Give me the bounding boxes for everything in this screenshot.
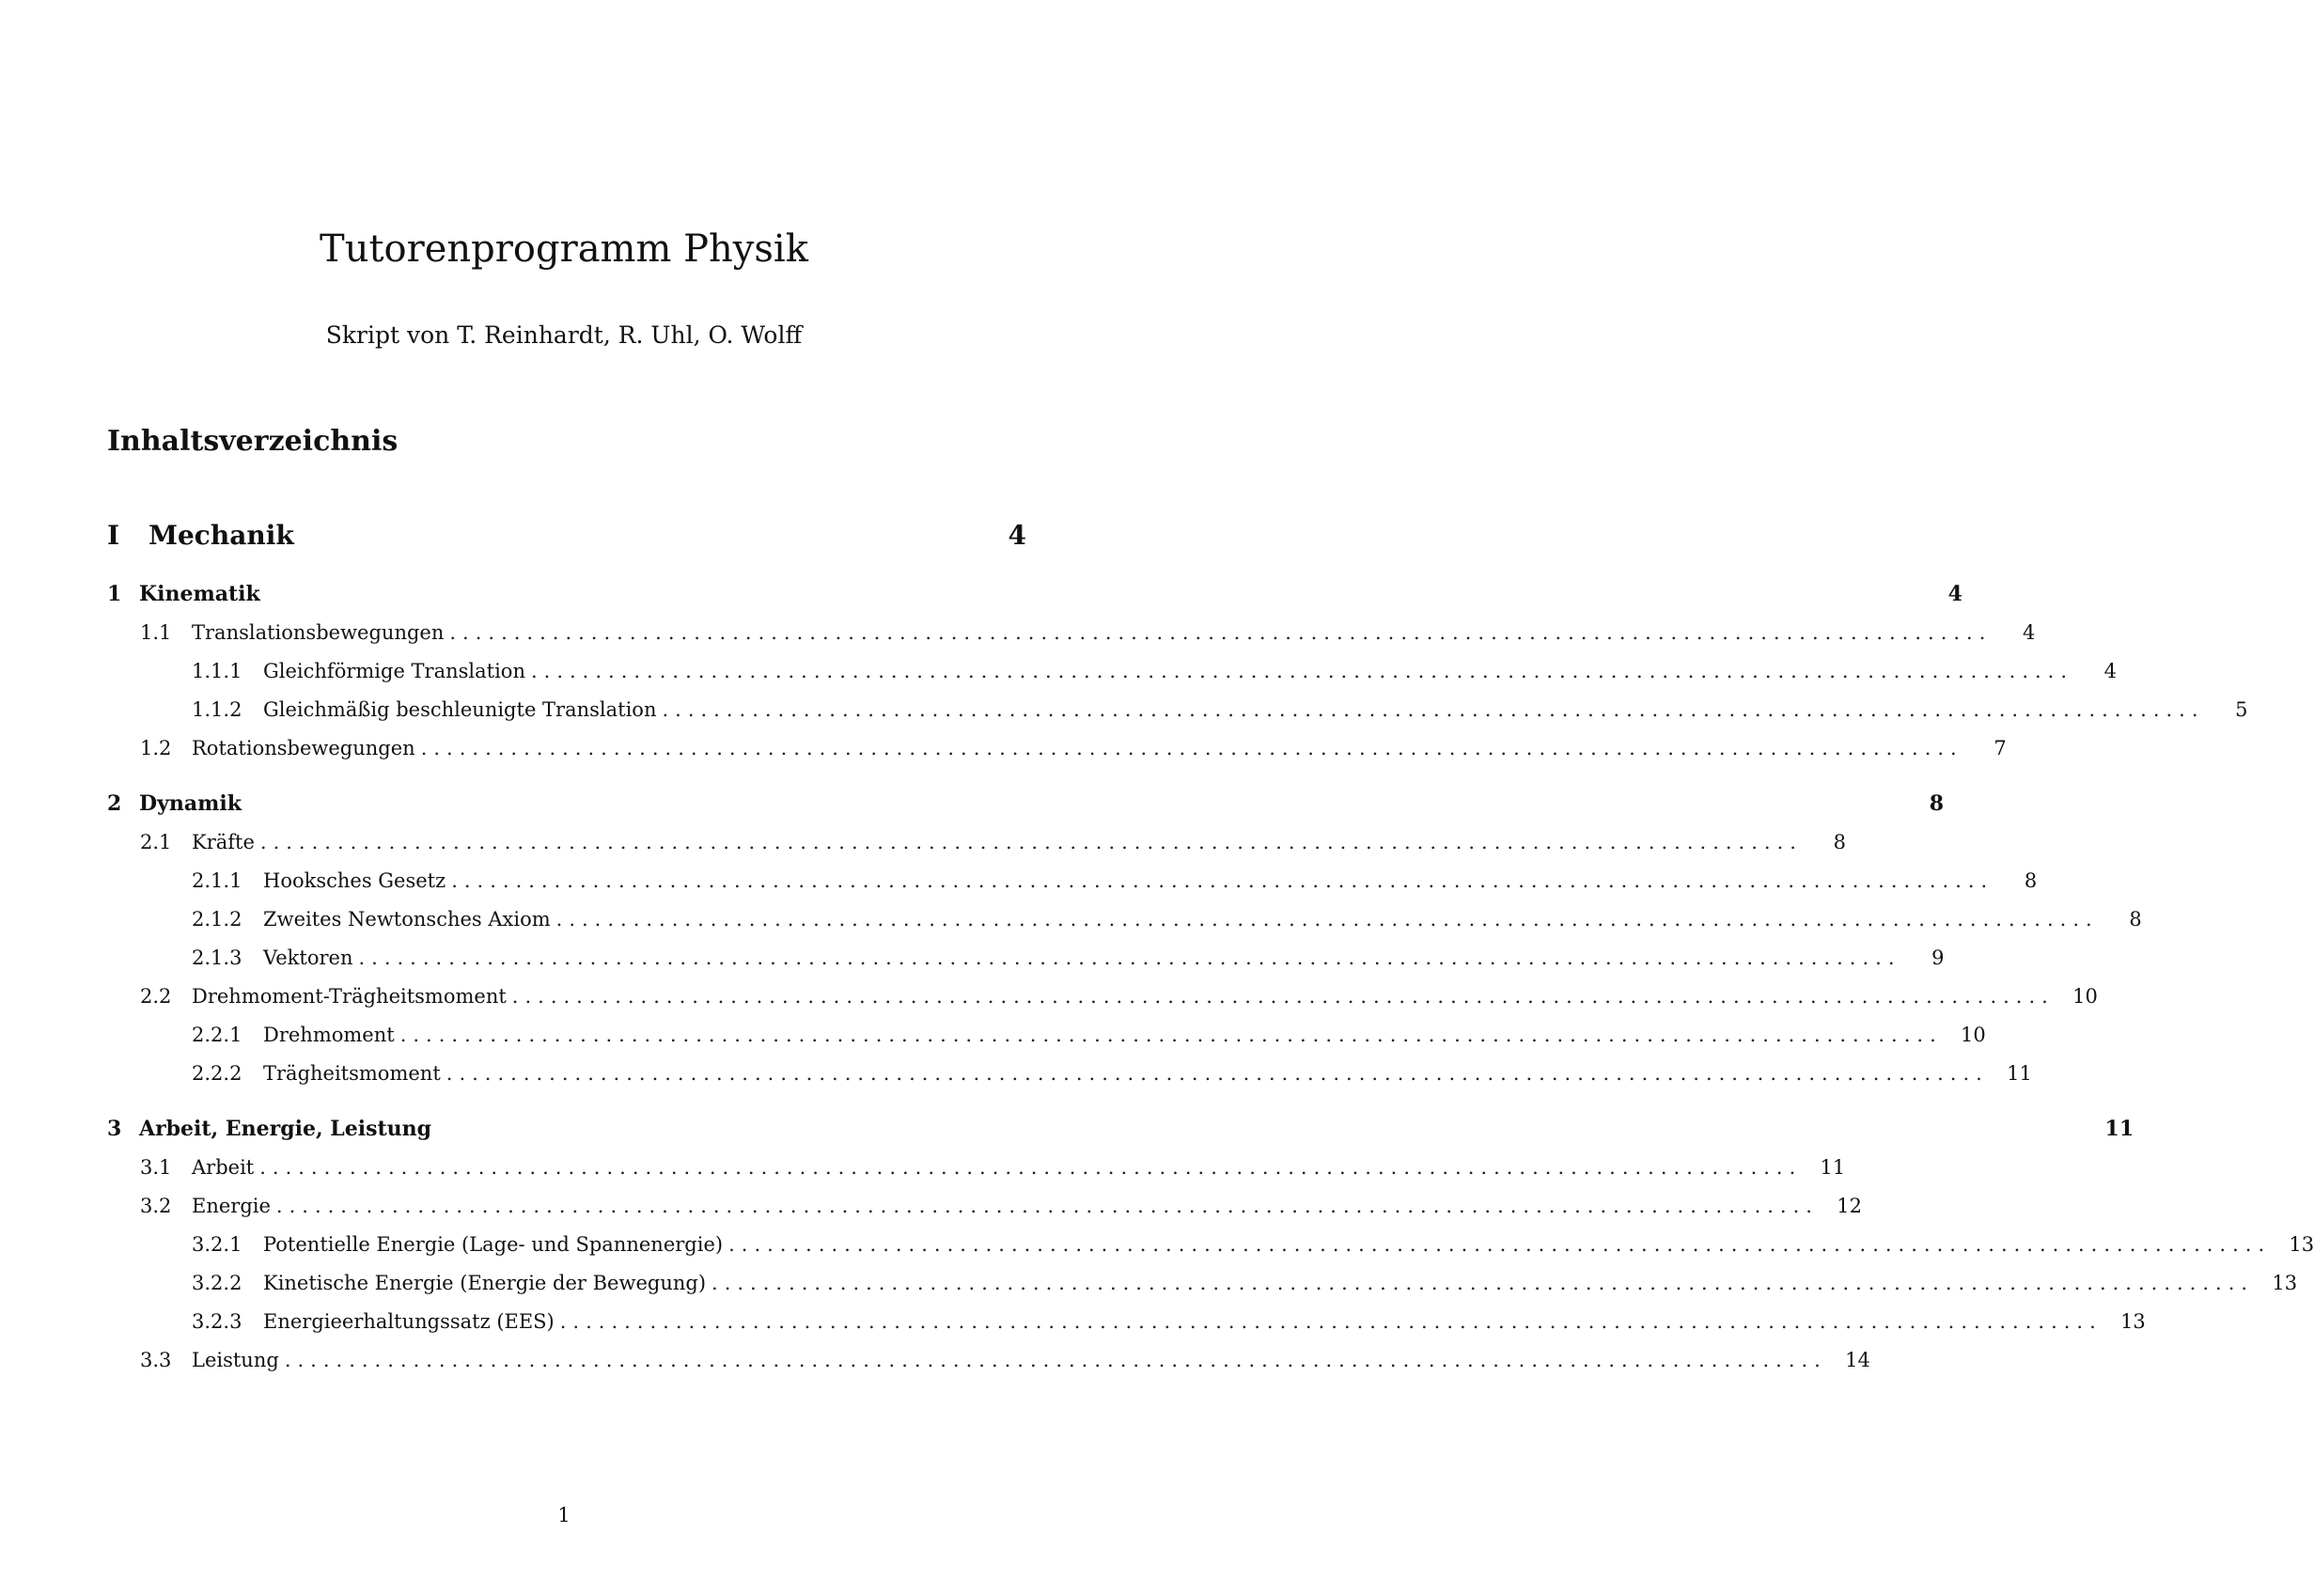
toc-entry-page: 10 (1961, 1024, 1986, 1046)
toc-entry-title: Leistung (192, 1349, 279, 1371)
toc-entry-title: Kräfte (192, 831, 255, 853)
toc-section-entry[interactable] (107, 614, 2036, 652)
toc-entry-page: 13 (2120, 1310, 2146, 1333)
toc-entry-number: 3.2.1 (192, 1233, 242, 1256)
toc-entry-number: 3.2.3 (192, 1310, 242, 1333)
dot-leader: ........................................................................................................................ (559, 1310, 2103, 1333)
dot-leader: ........................................................................................................................ (399, 1024, 1943, 1046)
part-title: Mechanik (149, 520, 294, 551)
table-of-contents (107, 575, 2314, 1380)
dot-leader: ........................................................................................................................ (451, 869, 1994, 892)
toc-entry-page: 8 (1833, 831, 1846, 853)
toc-section-entry[interactable] (107, 823, 1846, 862)
dot-leader: ........................................................................................................................ (662, 698, 2205, 721)
toc-entry-number: 1.1.2 (192, 698, 242, 721)
dot-leader: ........................................................................................................................ (284, 1349, 1827, 1371)
toc-entry-number: 3.3 (140, 1349, 172, 1371)
toc-entry-title: Kinetische Energie (Energie der Bewegung) (263, 1272, 707, 1294)
toc-entry-title: Translationsbewegungen (192, 621, 445, 644)
toc-entry-page: 4 (1947, 582, 1962, 606)
toc-part-entry[interactable] (107, 520, 1026, 551)
dot-leader: ........................................................................................................................ (449, 621, 1993, 644)
page-number: 1 (557, 1504, 571, 1526)
toc-entry-number: 2.2.1 (192, 1024, 242, 1046)
toc-entry-title: Energieerhaltungssatz (EES) (263, 1310, 555, 1333)
toc-entry-number: 2.1.2 (192, 908, 242, 931)
toc-entry-page: 7 (1993, 737, 2007, 759)
part-number: I (107, 520, 120, 551)
toc-entry-page: 4 (2023, 621, 2036, 644)
toc-entry-title: Arbeit, Energie, Leistung (139, 1117, 432, 1141)
toc-subsection-entry[interactable] (107, 939, 1945, 978)
toc-entry-title: Arbeit (192, 1156, 255, 1179)
dot-leader: ........................................................................................................................ (555, 908, 2099, 931)
toc-entry-page: 4 (2103, 660, 2118, 682)
toc-chapter-entry[interactable] (107, 1110, 2134, 1149)
toc-entry-page: 5 (2235, 698, 2248, 721)
dot-leader: ........................................................................................................................ (446, 1062, 1989, 1085)
toc-entry-number: 2.2.2 (192, 1062, 242, 1085)
toc-heading: Inhaltsverzeichnis (107, 425, 399, 458)
toc-entry-page: 12 (1837, 1195, 1862, 1217)
document-title: Tutorenprogramm Physik (320, 227, 808, 271)
toc-entry-page: 8 (2129, 908, 2142, 931)
toc-entry-number: 1 (107, 582, 122, 606)
toc-entry-page: 11 (2007, 1062, 2032, 1085)
toc-subsection-entry[interactable] (107, 691, 2248, 729)
toc-entry-number: 3.1 (140, 1156, 172, 1179)
document-authors: Skript von T. Reinhardt, R. Uhl, O. Wolff (325, 321, 803, 349)
toc-section-entry[interactable] (107, 729, 2007, 768)
toc-entry-page: 10 (2072, 985, 2098, 1008)
toc-entry-number: 3.2 (140, 1195, 172, 1217)
toc-entry-page: 13 (2289, 1233, 2314, 1256)
toc-entry-page: 14 (1845, 1349, 1870, 1371)
toc-entry-page: 9 (1931, 947, 1945, 969)
toc-entry-title: Trägheitsmoment (263, 1062, 441, 1085)
toc-entry-number: 2.1 (140, 831, 172, 853)
toc-entry-number: 1.1 (140, 621, 172, 644)
toc-entry-title: Drehmoment (263, 1024, 395, 1046)
toc-subsection-entry[interactable] (107, 1055, 2032, 1093)
toc-entry-title: Potentielle Energie (Lage- und Spannenergie) (263, 1233, 724, 1256)
toc-entry-number: 3.2.2 (192, 1272, 242, 1294)
toc-entry-title: Drehmoment-Trägheitsmoment (192, 985, 507, 1008)
toc-entry-page: 13 (2272, 1272, 2298, 1294)
toc-chapter-entry[interactable] (107, 575, 1962, 614)
dot-leader: ........................................................................................................................ (358, 947, 1901, 969)
toc-entry-number: 1.2 (140, 737, 172, 759)
dot-leader: ........................................................................................................................ (259, 1156, 1803, 1179)
toc-entry-title: Hooksches Gesetz (263, 869, 446, 892)
toc-entry-page: 11 (2104, 1117, 2134, 1141)
dot-leader: ........................................................................................................................ (511, 985, 2055, 1008)
toc-entry-number: 2.1.3 (192, 947, 242, 969)
toc-section-entry[interactable] (107, 1187, 1862, 1226)
toc-subsection-entry[interactable] (107, 1016, 1986, 1055)
toc-entry-number: 3 (107, 1117, 122, 1141)
toc-section-entry[interactable] (107, 978, 2098, 1016)
dot-leader: ........................................................................................................................ (420, 737, 1963, 759)
toc-entry-number: 2 (107, 791, 122, 816)
toc-subsection-entry[interactable] (107, 652, 2118, 691)
dot-leader: ........................................................................................................................ (530, 660, 2074, 682)
toc-section-entry[interactable] (107, 1341, 1870, 1380)
toc-subsection-entry[interactable] (107, 862, 2038, 900)
toc-subsection-entry[interactable] (107, 1303, 2146, 1341)
toc-chapter-entry[interactable] (107, 785, 1945, 823)
toc-entry-title: Dynamik (139, 791, 242, 816)
toc-entry-title: Energie (192, 1195, 271, 1217)
toc-entry-number: 2.1.1 (192, 869, 242, 892)
toc-entry-title: Vektoren (263, 947, 353, 969)
toc-entry-page: 8 (1929, 791, 1945, 816)
part-page-number: 4 (1008, 520, 1026, 551)
toc-entry-title: Gleichmäßig beschleunigte Translation (263, 698, 657, 721)
toc-entry-number: 1.1.1 (192, 660, 242, 682)
dot-leader: ........................................................................................................................ (259, 831, 1803, 853)
toc-entry-page: 8 (2024, 869, 2038, 892)
dot-leader: ........................................................................................................................ (711, 1272, 2255, 1294)
dot-leader: ........................................................................................................................ (275, 1195, 1819, 1217)
toc-entry-page: 11 (1820, 1156, 1846, 1179)
toc-entry-title: Kinematik (139, 582, 260, 606)
toc-entry-title: Gleichförmige Translation (263, 660, 525, 682)
toc-entry-title: Zweites Newtonsches Axiom (263, 908, 551, 931)
toc-entry-number: 2.2 (140, 985, 172, 1008)
toc-subsection-entry[interactable] (107, 1264, 2298, 1303)
dot-leader: ........................................................................................................................ (728, 1233, 2272, 1256)
toc-subsection-entry[interactable] (107, 1226, 2314, 1264)
toc-subsection-entry[interactable] (107, 900, 2142, 939)
toc-section-entry[interactable] (107, 1149, 1846, 1187)
toc-entry-title: Rotationsbewegungen (192, 737, 415, 759)
